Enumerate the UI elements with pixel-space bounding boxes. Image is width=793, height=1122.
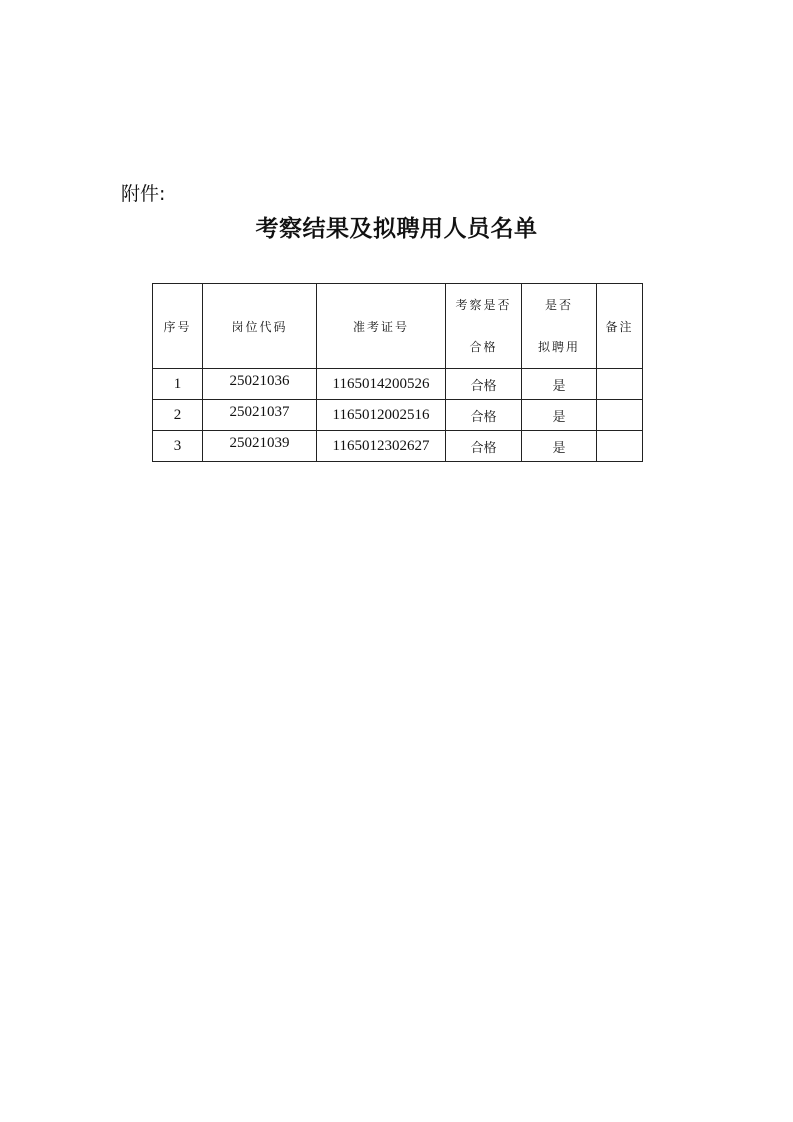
- cell-exam-id: 1165012302627: [317, 431, 446, 462]
- cell-position-code: [203, 369, 317, 400]
- cell-remarks: [597, 431, 643, 462]
- cell-exam-id: 1165012002516: [317, 400, 446, 431]
- cell-position-code-value: 25021036: [229, 372, 290, 389]
- cell-remarks: [597, 400, 643, 431]
- cell-inspection-passed: 合格: [446, 369, 522, 400]
- cell-inspection-passed: 合格: [446, 400, 522, 431]
- cell-to-be-hired: 是: [522, 369, 597, 400]
- header-position-code-label: 岗位代码: [231, 319, 288, 334]
- header-to-be-hired-line2: 拟聘用: [537, 340, 580, 354]
- table-row: [153, 400, 643, 431]
- header-remarks-label: 备注: [605, 319, 634, 334]
- header-inspection-passed-line2: 合格: [469, 340, 498, 354]
- cell-seq: 1: [153, 369, 203, 400]
- header-to-be-hired-line1: 是否: [544, 298, 573, 312]
- header-seq-label: 序号: [163, 319, 192, 334]
- cell-to-be-hired: 是: [522, 400, 597, 431]
- cell-seq: 2: [153, 400, 203, 431]
- cell-position-code: [203, 431, 317, 462]
- cell-position-code-value: 25021037: [229, 403, 290, 420]
- header-seq: [153, 284, 203, 369]
- table-header-row: [153, 284, 643, 369]
- header-position-code: [203, 284, 317, 369]
- cell-position-code: [203, 400, 317, 431]
- header-to-be-hired: [522, 284, 597, 369]
- cell-inspection-passed: 合格: [446, 431, 522, 462]
- results-table: [152, 283, 643, 462]
- document-title: 考察结果及拟聘用人员名单: [255, 215, 538, 242]
- cell-seq: 3: [153, 431, 203, 462]
- table-row: [153, 369, 643, 400]
- cell-to-be-hired: 是: [522, 431, 597, 462]
- cell-exam-id: 1165014200526: [317, 369, 446, 400]
- header-exam-id: [317, 284, 446, 369]
- cell-position-code-value: 25021039: [229, 434, 290, 451]
- header-inspection-passed-line1: 考察是否: [455, 298, 512, 312]
- table-row: [153, 431, 643, 462]
- cell-remarks: [597, 369, 643, 400]
- header-remarks: [597, 284, 643, 369]
- header-inspection-passed: [446, 284, 522, 369]
- header-exam-id-label: 准考证号: [352, 319, 409, 334]
- attachment-label: 附件:: [121, 183, 166, 205]
